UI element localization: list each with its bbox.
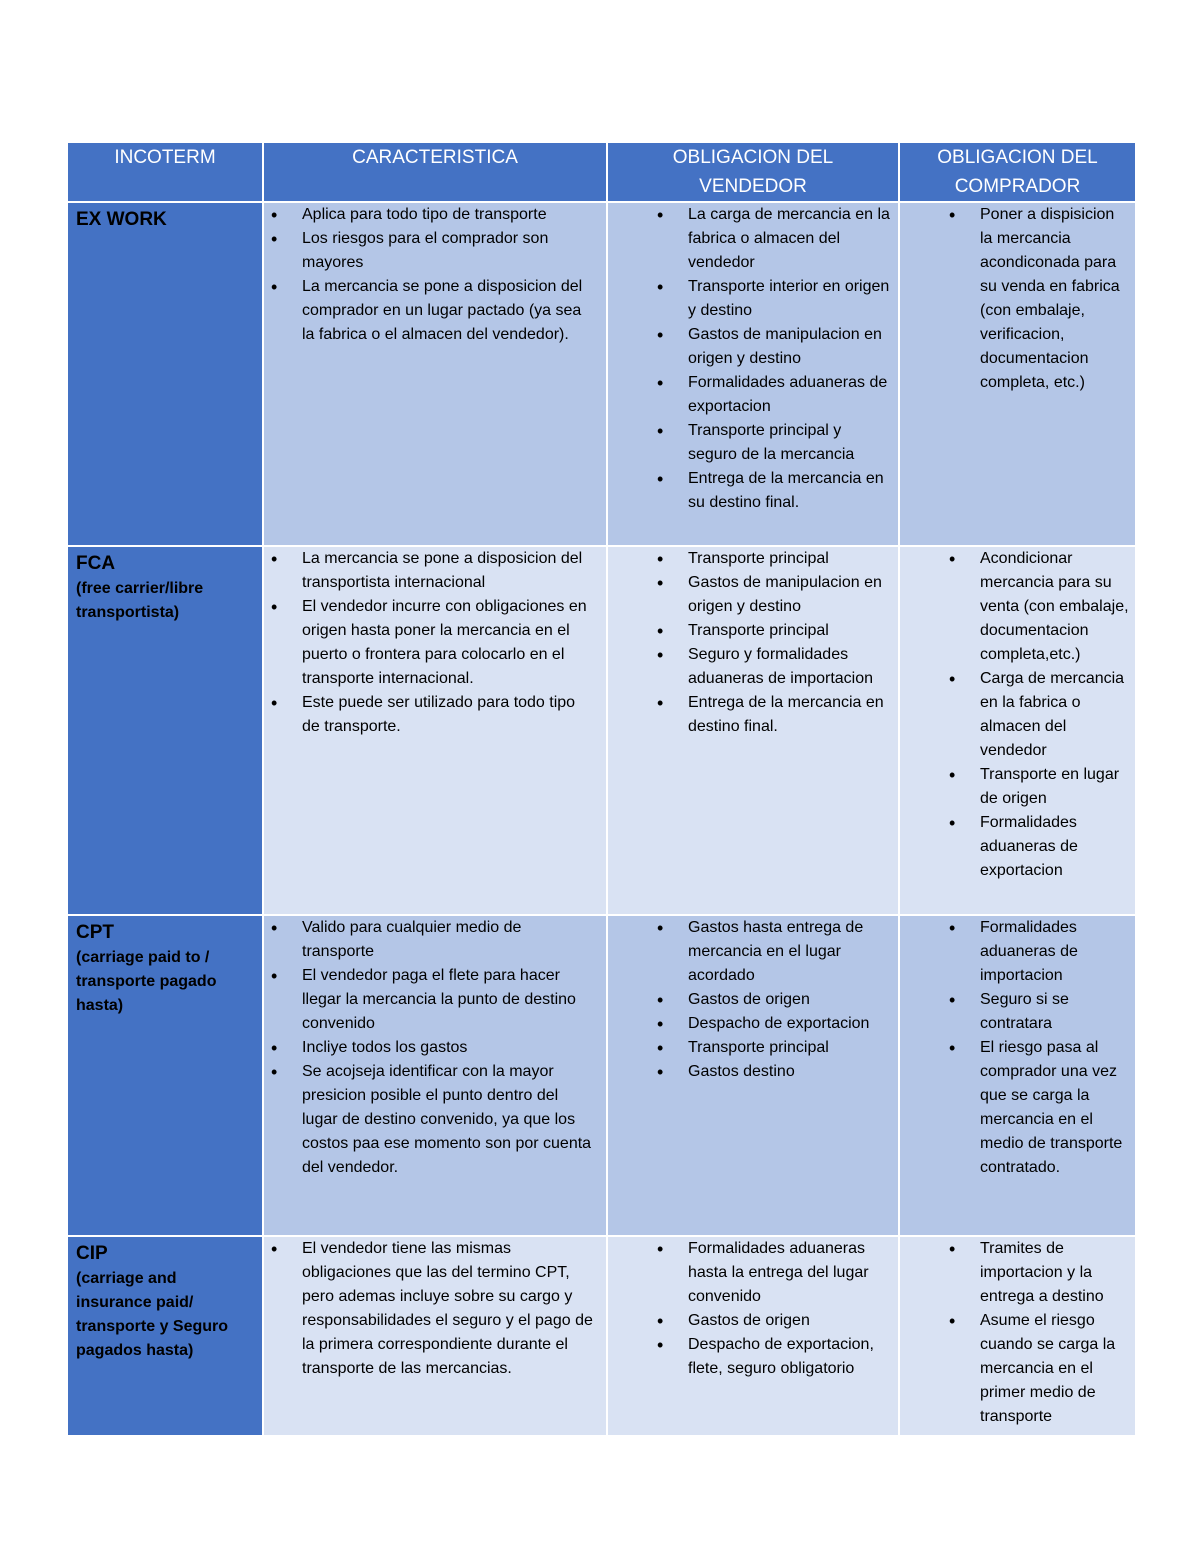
obligacion-vendedor-item: • Despacho de exportacion <box>688 1012 892 1036</box>
obligacion-vendedor-cell <box>607 1236 899 1436</box>
obligacion-comprador-item: • El riesgo pasa al comprador una vez que se carga la mercancia en el medio de transporte contratado. <box>980 1036 1129 1180</box>
header-vendedor-line-1: OBLIGACION DEL <box>672 147 834 168</box>
caracteristica-item: • Aplica para todo tipo de transporte <box>302 203 596 227</box>
incoterm-cell <box>67 1236 263 1436</box>
obligacion-comprador-cell <box>899 915 1136 1236</box>
incoterms-table <box>66 141 1137 1437</box>
header-incoterm <box>67 142 263 202</box>
obligacion-vendedor-item: • Seguro y formalidades aduaneras de importacion <box>688 643 892 691</box>
incoterm-name: CPT <box>76 922 114 943</box>
bullet-list <box>302 916 596 1180</box>
obligacion-vendedor-item: • Transporte principal y seguro de la mercancia <box>688 419 892 467</box>
caracteristica-item: • Los riesgos para el comprador son mayores <box>302 227 596 275</box>
obligacion-vendedor-item: • Gastos de manipulacion en origen y destino <box>688 323 892 371</box>
incoterm-description-line: (carriage paid to / <box>76 949 210 966</box>
table-row <box>67 202 1136 546</box>
obligacion-comprador-item: • Seguro si se contratara <box>980 988 1129 1036</box>
bullet-list <box>688 547 892 739</box>
bullet-list <box>980 547 1129 883</box>
incoterm-description-line: hasta) <box>76 997 124 1014</box>
bullet-list <box>302 203 596 347</box>
obligacion-vendedor-item: • Entrega de la mercancia en su destino final. <box>688 467 892 515</box>
caracteristica-item: • El vendedor paga el flete para hacer llegar la mercancia la punto de destino convenido <box>302 964 596 1036</box>
incoterm-description-line: insurance paid/ <box>76 1294 194 1311</box>
bullet-list <box>688 916 892 1084</box>
header-obligacion-comprador <box>899 142 1136 202</box>
header-caracteristica <box>263 142 607 202</box>
obligacion-vendedor-item: • Transporte principal <box>688 547 892 571</box>
incoterm-description-line: pagados hasta) <box>76 1342 194 1359</box>
incoterm-cell <box>67 546 263 915</box>
incoterm-name: FCA <box>76 553 116 574</box>
obligacion-vendedor-item: • La carga de mercancia en la fabrica o almacen del vendedor <box>688 203 892 275</box>
obligacion-vendedor-cell <box>607 546 899 915</box>
table-row <box>67 546 1136 915</box>
obligacion-comprador-item: • Poner a dispisicion la mercancia acondiconada para su venda en fabrica (con embalaje, verificacion, documentacion completa, etc.) <box>980 203 1129 395</box>
caracteristica-item: • La mercancia se pone a disposicion del comprador en un lugar pactado (ya sea la fabrica o el almacen del vendedor). <box>302 275 596 347</box>
caracteristica-item: • Se acojseja identificar con la mayor presicion posible el punto dentro del lugar de destino convenido, ya que los costos paa ese momento son por cuenta del vendedor. <box>302 1060 596 1180</box>
incoterm-description-line: transporte pagado <box>76 973 217 990</box>
incoterm-description-line: transportista) <box>76 604 180 621</box>
incoterm-name: EX WORK <box>76 209 167 230</box>
caracteristica-cell <box>263 202 607 546</box>
obligacion-vendedor-item: • Entrega de la mercancia en destino final. <box>688 691 892 739</box>
obligacion-vendedor-item: • Gastos de origen <box>688 1309 892 1333</box>
bullet-list <box>688 203 892 515</box>
obligacion-comprador-item: • Tramites de importacion y la entrega a destino <box>980 1237 1129 1309</box>
bullet-list <box>980 916 1129 1180</box>
obligacion-comprador-item: • Carga de mercancia en la fabrica o almacen del vendedor <box>980 667 1129 763</box>
incoterm-description-line: transporte y Seguro <box>76 1318 229 1335</box>
caracteristica-cell <box>263 546 607 915</box>
bullet-list <box>980 203 1129 395</box>
obligacion-comprador-item: • Formalidades aduaneras de exportacion <box>980 811 1129 883</box>
header-comprador-line-2: COMPRADOR <box>954 176 1081 197</box>
obligacion-comprador-cell <box>899 202 1136 546</box>
header-obligacion-vendedor <box>607 142 899 202</box>
obligacion-comprador-item: • Acondicionar mercancia para su venta (con embalaje, documentacion completa,etc.) <box>980 547 1129 667</box>
obligacion-vendedor-item: • Formalidades aduaneras de exportacion <box>688 371 892 419</box>
bullet-list <box>980 1237 1129 1429</box>
caracteristica-item: • Este puede ser utilizado para todo tipo de transporte. <box>302 691 596 739</box>
obligacion-comprador-item: • Asume el riesgo cuando se carga la mercancia en el primer medio de transporte <box>980 1309 1129 1429</box>
incoterms-document <box>66 141 1135 1437</box>
table-row <box>67 915 1136 1236</box>
obligacion-vendedor-cell <box>607 202 899 546</box>
obligacion-vendedor-item: • Gastos destino <box>688 1060 892 1084</box>
header-incoterm-line: INCOTERM <box>114 147 216 168</box>
header-row <box>67 142 1136 202</box>
incoterm-description-line: (free carrier/libre <box>76 580 204 597</box>
obligacion-comprador-item: • Formalidades aduaneras de importacion <box>980 916 1129 988</box>
incoterm-description-line: (carriage and <box>76 1270 177 1287</box>
obligacion-vendedor-item: • Transporte principal <box>688 619 892 643</box>
obligacion-vendedor-item: • Despacho de exportacion, flete, seguro obligatorio <box>688 1333 892 1381</box>
bullet-list <box>302 547 596 739</box>
obligacion-vendedor-cell <box>607 915 899 1236</box>
caracteristica-item: • La mercancia se pone a disposicion del transportista internacional <box>302 547 596 595</box>
caracteristica-item: • El vendedor incurre con obligaciones en origen hasta poner la mercancia en el puerto o frontera para colocarlo en el transporte internacional. <box>302 595 596 691</box>
caracteristica-cell <box>263 915 607 1236</box>
obligacion-vendedor-item: • Transporte interior en origen y destino <box>688 275 892 323</box>
obligacion-vendedor-item: • Formalidades aduaneras hasta la entrega del lugar convenido <box>688 1237 892 1309</box>
obligacion-vendedor-item: • Gastos de origen <box>688 988 892 1012</box>
obligacion-comprador-cell <box>899 1236 1136 1436</box>
table-row <box>67 1236 1136 1436</box>
incoterm-name: CIP <box>76 1243 108 1264</box>
header-vendedor-line-2: VENDEDOR <box>699 176 807 197</box>
bullet-list <box>302 1237 596 1381</box>
obligacion-vendedor-item: • Transporte principal <box>688 1036 892 1060</box>
obligacion-comprador-cell <box>899 546 1136 915</box>
caracteristica-item: • El vendedor tiene las mismas obligaciones que las del termino CPT, pero ademas incluye sobre su cargo y responsabilidades el seguro y el pago de la primera correspondiente durante el transporte de las mercancias. <box>302 1237 596 1381</box>
header-comprador-line-1: OBLIGACION DEL <box>937 147 1098 168</box>
obligacion-comprador-item: • Transporte en lugar de origen <box>980 763 1129 811</box>
incoterm-cell <box>67 202 263 546</box>
obligacion-vendedor-item: • Gastos hasta entrega de mercancia en el lugar acordado <box>688 916 892 988</box>
header-caracteristica-line: CARACTERISTICA <box>352 147 518 168</box>
caracteristica-item: • Valido para cualquier medio de transporte <box>302 916 596 964</box>
bullet-list <box>688 1237 892 1381</box>
caracteristica-item: • Incliye todos los gastos <box>302 1036 596 1060</box>
incoterm-cell <box>67 915 263 1236</box>
obligacion-vendedor-item: • Gastos de manipulacion en origen y destino <box>688 571 892 619</box>
caracteristica-cell <box>263 1236 607 1436</box>
